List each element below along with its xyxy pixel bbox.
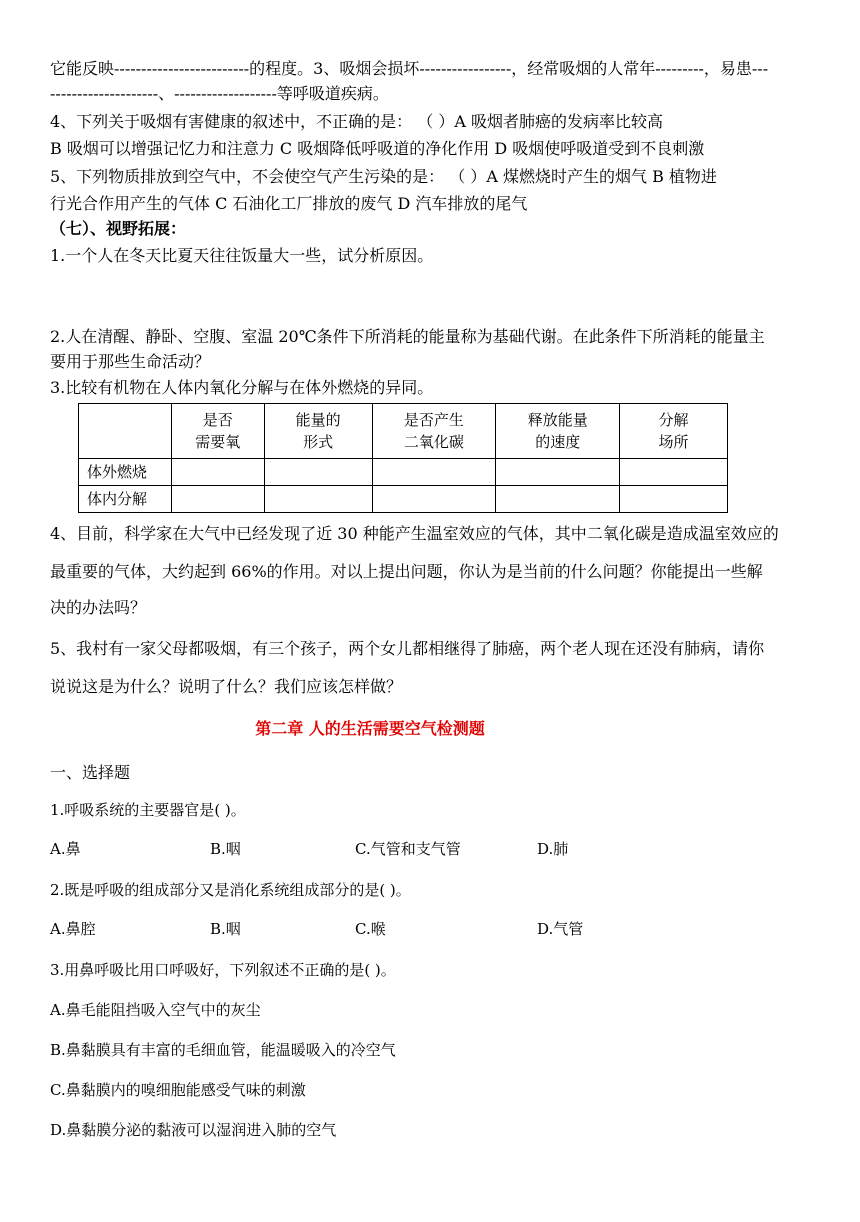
family-question: 5、我村有一家父母都吸烟，有三个孩子，两个女儿都相继得了肺癌，两个老人现在还没有肺病，请你 bbox=[50, 639, 765, 658]
option-a: A.鼻 bbox=[50, 840, 81, 858]
table-header: 能量的 形式 bbox=[264, 404, 372, 459]
expand-question-3: 3.比较有机物在人体内氧化分解与在体外燃烧的异同。 bbox=[50, 378, 434, 397]
mc-question-3: 3.用鼻呼吸比用口呼吸好，下列叙述不正确的是( )。 bbox=[50, 961, 396, 979]
environment-question: 4、目前，科学家在大气中已经发现了近 30 种能产生温室效应的气体，其中二氧化碳是造成温室效应的 bbox=[50, 524, 779, 543]
option-d: D.肺 bbox=[537, 840, 569, 858]
option-c: C.鼻黏膜内的嗅细胞能感受气味的刺激 bbox=[50, 1081, 306, 1099]
mc-question-1: 1.呼吸系统的主要器官是( )。 bbox=[50, 801, 246, 819]
table-cell bbox=[264, 486, 372, 513]
family-question-cont: 说说这是为什么？说明了什么？我们应该怎样做？ bbox=[50, 677, 403, 696]
option-b: B.鼻黏膜具有丰富的毛细血管，能温暖吸入的冷空气 bbox=[50, 1041, 396, 1059]
choice-section-title: 一、选择题 bbox=[50, 763, 131, 782]
option-a: A.鼻腔 bbox=[50, 920, 96, 938]
question-4-options: B 吸烟可以增强记忆力和注意力 C 吸烟降低呼吸道的净化作用 D 吸烟使呼吸道受到不良刺激 bbox=[50, 139, 705, 158]
table-corner-cell bbox=[79, 404, 172, 459]
question-4: 4、下列关于吸烟有害健康的叙述中，不正确的是： （ ）A 吸烟者肺癌的发病率比较高 bbox=[50, 112, 663, 131]
table-header: 是否产生 二氧化碳 bbox=[372, 404, 496, 459]
option-b: B.咽 bbox=[210, 920, 241, 938]
table-cell bbox=[171, 486, 264, 513]
question-5-options: 行光合作用产生的气体 C 石油化工厂排放的废气 D 汽车排放的尾气 bbox=[50, 194, 528, 213]
expand-question-2: 2.人在清醒、静卧、空腹、室温 20℃条件下所消耗的能量称为基础代谢。在此条件下所消耗的能量主 bbox=[50, 327, 765, 346]
table-cell bbox=[620, 486, 728, 513]
table-header: 是否 需要氧 bbox=[171, 404, 264, 459]
row-label: 体内分解 bbox=[79, 486, 172, 513]
table-cell bbox=[620, 459, 728, 486]
comparison-table bbox=[78, 403, 728, 513]
table-cell bbox=[372, 486, 496, 513]
option-c: C.喉 bbox=[355, 920, 386, 938]
table-cell bbox=[171, 459, 264, 486]
option-a: A.鼻毛能阻挡吸入空气中的灰尘 bbox=[50, 1001, 261, 1019]
option-b: B.咽 bbox=[210, 840, 241, 858]
environment-question-cont: 最重要的气体，大约起到 66%的作用。对以上提出问题，你认为是当前的什么问题？你能提出一些解 bbox=[50, 562, 763, 581]
text-line: --------------------、-------------------等呼吸道疾病。 bbox=[50, 84, 389, 103]
row-label: 体外燃烧 bbox=[79, 459, 172, 486]
expand-question-1: 1.一个人在冬天比夏天往往饭量大一些，试分析原因。 bbox=[50, 246, 434, 265]
table-row bbox=[79, 459, 728, 486]
table-cell bbox=[496, 486, 620, 513]
question-5: 5、下列物质排放到空气中，不会使空气产生污染的是： （ ）A 煤燃烧时产生的烟气 B 植物进 bbox=[50, 167, 717, 186]
table-row bbox=[79, 486, 728, 513]
option-d: D.气管 bbox=[537, 920, 584, 938]
section-title: （七）、视野拓展： bbox=[50, 219, 187, 238]
chapter-title: 第二章 人的生活需要空气检测题 bbox=[255, 719, 485, 738]
table-header: 释放能量 的速度 bbox=[496, 404, 620, 459]
table-header: 分解 场所 bbox=[620, 404, 728, 459]
table-cell bbox=[264, 459, 372, 486]
table-cell bbox=[372, 459, 496, 486]
text-line: 它能反映-------------------------的程度。3、吸烟会损坏-----------------，经常吸烟的人常年---------，易患--- bbox=[50, 59, 769, 78]
table-cell bbox=[496, 459, 620, 486]
option-d: D.鼻黏膜分泌的黏液可以湿润进入肺的空气 bbox=[50, 1121, 337, 1139]
expand-question-2-cont: 要用于那些生命活动？ bbox=[50, 352, 211, 371]
option-c: C.气管和支气管 bbox=[355, 840, 461, 858]
environment-question-cont: 决的办法吗？ bbox=[50, 598, 147, 617]
mc-question-2: 2.既是呼吸的组成部分又是消化系统组成部分的是( )。 bbox=[50, 881, 411, 899]
